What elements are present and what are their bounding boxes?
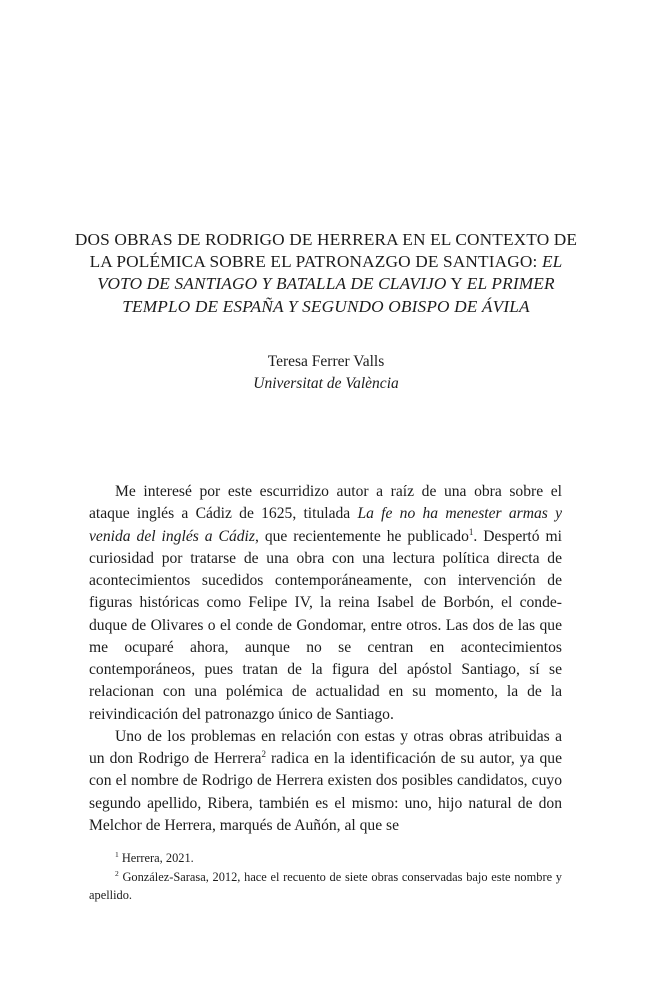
footnote-2-number: 2 — [115, 868, 119, 878]
title-conjunction: Y — [446, 274, 467, 294]
title-text: DOS OBRAS DE RODRIGO DE HERRERA EN EL CONTEXTO DE LA POLÉMICA SOBRE EL PATRONAZGO DE SANTIAGO: — [74, 230, 578, 272]
title-work-1: EL VOTO DE SANTIAGO Y BATALLA DE CLAVIJO — [97, 252, 563, 294]
footnote-ref-1[interactable]: 1 — [468, 526, 474, 537]
author-name: Teresa Ferrer Valls — [267, 353, 385, 370]
footnote-ref-2[interactable]: 2 — [261, 748, 266, 759]
footnote-2 — [89, 868, 562, 905]
paragraph-2-text-b: radica en la identificación de su autor, ya que con el nombre de Rodrigo de Herrera existen dos posibles candidatos, cuyo segundo apellido, Ribera, también es el mismo: uno, hijo natural de don Melchor de Herrera, marqués de Auñón, al que se — [89, 750, 562, 834]
footnote-1 — [89, 849, 562, 868]
footnote-1-number: 1 — [115, 849, 119, 859]
paragraph-1-text-d: . Despertó mi curiosidad por tratarse de una obra con una lectura política directa de acontecimientos sucedidos contemporáneamente, con intervención de figuras históricas como Felipe IV, la reina Isabel de Borbón, el conde-duque de Olivares o el conde de Gondomar, entre otros. Las dos de las que me ocuparé ahora, aunque no se centran en acontecimientos contemporáneos, pues tratan de la figura del apóstol Santiago, sí se relacionan con una polémica de actualidad en su momento, la de la reivindicación del patronazgo único de Santiago. — [89, 527, 562, 723]
paragraph-1-work-title: La fe no ha menester armas y venida del inglés a Cádiz — [89, 505, 563, 545]
paragraph-2 — [89, 726, 562, 837]
paragraph-1-text-c: , que recientemente he publicado — [254, 527, 469, 545]
paragraph-1 — [89, 481, 562, 726]
author-affiliation: Universitat de València — [253, 375, 399, 392]
body-text — [89, 481, 562, 837]
paragraph-1-text-a: Me interesé por este escurridizo autor a raíz de una obra sobre el ataque inglés a Cádiz de 1625, titulada — [89, 483, 562, 523]
footnote-2-text: González-Sarasa, 2012, hace el recuento de siete obras conservadas bajo este nombre y apellido. — [89, 869, 562, 902]
title-work-2: EL PRIMER TEMPLO DE ESPAÑA Y SEGUNDO OBISPO DE ÁVILA — [122, 274, 555, 316]
paragraph-2-text-a: Uno de los problemas en relación con estas y otras obras atribuidas a un don Rodrigo de Herrera — [89, 727, 562, 767]
article-title — [70, 229, 582, 318]
footnotes — [89, 849, 562, 905]
footnote-1-text: Herrera, 2021. — [121, 851, 194, 865]
author-block — [70, 351, 582, 395]
